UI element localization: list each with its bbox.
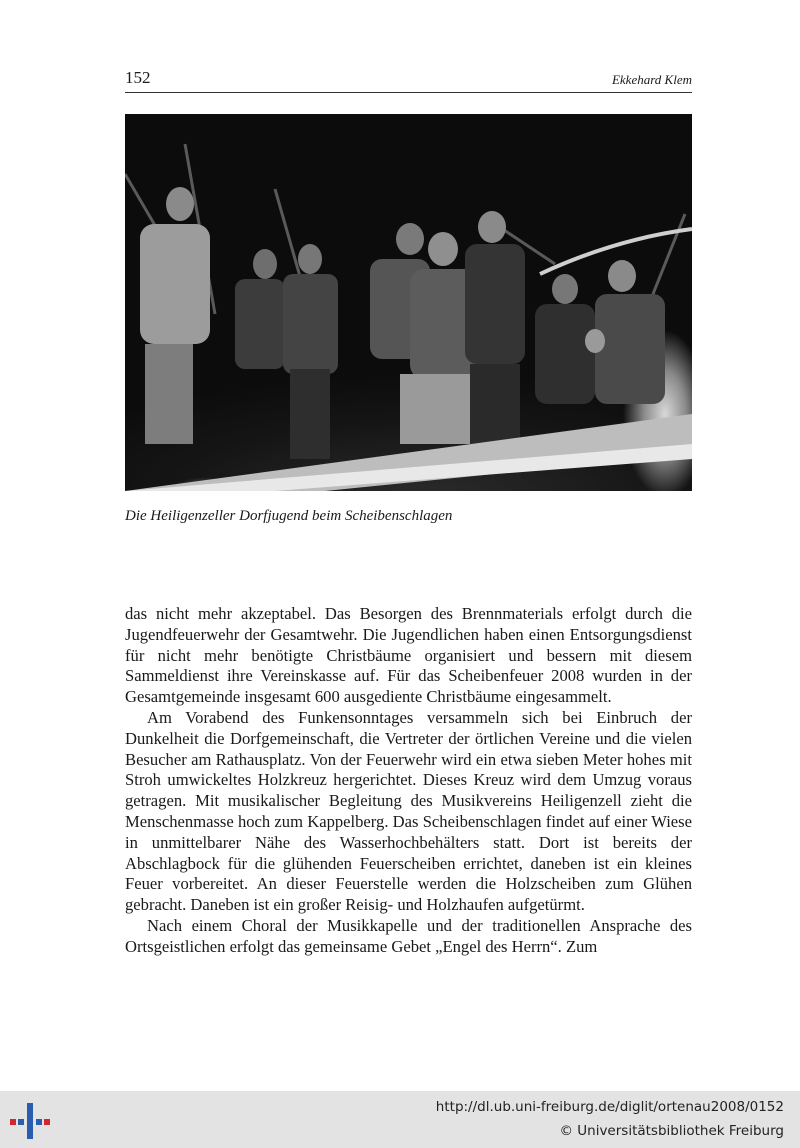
footer-bar — [0, 1091, 800, 1148]
running-head-author: Ekkehard Klem — [611, 72, 692, 87]
header-rule — [125, 92, 692, 93]
paragraph-1: das nicht mehr akzeptabel. Das Besorgen des Brennmaterials erfolgt durch die Jugendfeuerwehr der Gesamtwehr. Die Jugendlichen haben einen Entsorgungsdienst für nicht mehr benötigte Christbäume organisiert und bessern mit diesem Sammeldienst ihre Vereinskasse auf. Für das Scheibenfeuer 2008 wurden in der Gesamtgemeinde insgesamt 600 ausgediente Christbäume eingesammelt. — [125, 604, 692, 707]
body-text — [125, 604, 692, 958]
source-url-link[interactable]: http://dl.ub.uni-freiburg.de/diglit/ortenau2008/0152 — [435, 1099, 784, 1115]
figure-caption: Die Heiligenzeller Dorfjugend beim Scheibenschlagen — [125, 508, 453, 524]
photograph — [125, 114, 692, 491]
library-logo-icon — [10, 1101, 50, 1141]
copyright-notice: © Universitätsbibliothek Freiburg — [559, 1123, 784, 1139]
paragraph-2: Am Vorabend des Funkensonntages versammeln sich bei Einbruch der Dunkelheit die Dorfgemeinschaft, die Vertreter der örtlichen Vereine und die vielen Besucher am Rathausplatz. Von der Feuerwehr wird ein etwa sieben Meter hohes mit Stroh umwickeltes Holzkreuz hergerichtet. Dieses Kreuz wird dem Umzug voraus getragen. Mit musikalischer Begleitung des Musikvereins Heiligenzell zieht die Menschenmasse hoch zum Kappelberg. Das Scheibenschlagen findet auf einer Wiese in unmittelbarer Nähe des Wasserhochbehälters statt. Dort ist bereits der Abschlagbock für die glühenden Feuerscheiben errichtet, daneben ist ein kleines Feuer vorbereitet. An dieser Feuerstelle werden die Holzscheiben zum Glühen gebracht. Daneben ist ein großer Reisig- und Holzhaufen aufgetürmt. — [125, 707, 692, 915]
paragraph-3: Nach einem Choral der Musikkapelle und der traditionellen Ansprache des Ortsgeistlichen erfolgt das gemeinsame Gebet „Engel des Herrn“. Zum — [125, 915, 692, 956]
photo-scene — [125, 114, 692, 491]
page-number: 152 — [125, 68, 151, 87]
